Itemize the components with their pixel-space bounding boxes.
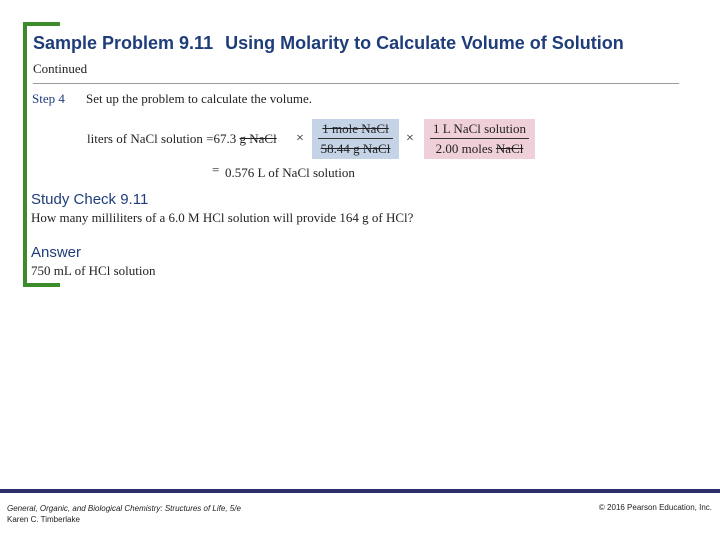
title-text: Using Molarity to Calculate Volume of Solution [225, 33, 624, 53]
footer-author: Karen C. Timberlake [7, 515, 80, 524]
factor1-numerator: 1 mole NaCl [322, 121, 389, 136]
multiply-sign-1: × [296, 131, 304, 146]
footer-divider [0, 489, 720, 493]
equation-result: 0.576 L of NaCl solution [225, 165, 355, 180]
equation-lhs-label: liters of NaCl solution [87, 131, 203, 146]
footer-citation [7, 503, 241, 525]
step-text: Set up the problem to calculate the volume. [86, 91, 312, 106]
result-equals: = [212, 162, 220, 177]
equation-given-unit: g NaCl [239, 131, 277, 146]
title-number: Sample Problem 9.11 [33, 33, 214, 53]
footer-copyright: © 2016 Pearson Education, Inc. [598, 503, 712, 512]
answer-heading: Answer [31, 244, 82, 261]
accent-bracket-top [23, 22, 60, 26]
factor2-denominator [424, 141, 535, 157]
footer-book-title: General, Organic, and Biological Chemistry: Structures of Life, 5/e [7, 504, 241, 513]
multiply-sign-2: × [406, 131, 414, 146]
factor1-denominator: 58.44 g NaCl [320, 141, 391, 156]
title-divider [33, 83, 679, 84]
step-label: Step 4 [32, 91, 65, 106]
conversion-factor-molarity [424, 119, 535, 159]
slide-title [33, 33, 624, 54]
study-check-question: How many milliliters of a 6.0 M HCl solution will provide 164 g of HCl? [31, 210, 414, 225]
answer-text: 750 mL of HCl solution [31, 263, 156, 278]
equation-given-value: 67.3 [213, 131, 237, 146]
accent-bracket-bottom [23, 283, 60, 287]
equation-lhs [87, 131, 277, 147]
accent-bracket-left [23, 22, 27, 287]
equation-equals: = [206, 131, 214, 146]
factor2-numerator: 1 L NaCl solution [432, 121, 527, 136]
factor2-denominator-lead: 2.00 moles [435, 141, 496, 156]
factor2-fraction-bar [430, 138, 529, 139]
factor1-fraction-bar [318, 138, 393, 139]
conversion-factor-molar-mass [312, 119, 399, 159]
study-check-heading: Study Check 9.11 [31, 191, 149, 208]
factor2-denominator-text [436, 141, 524, 156]
factor2-denominator-cancel: NaCl [495, 141, 524, 156]
slide-subtitle: Continued [33, 61, 88, 76]
